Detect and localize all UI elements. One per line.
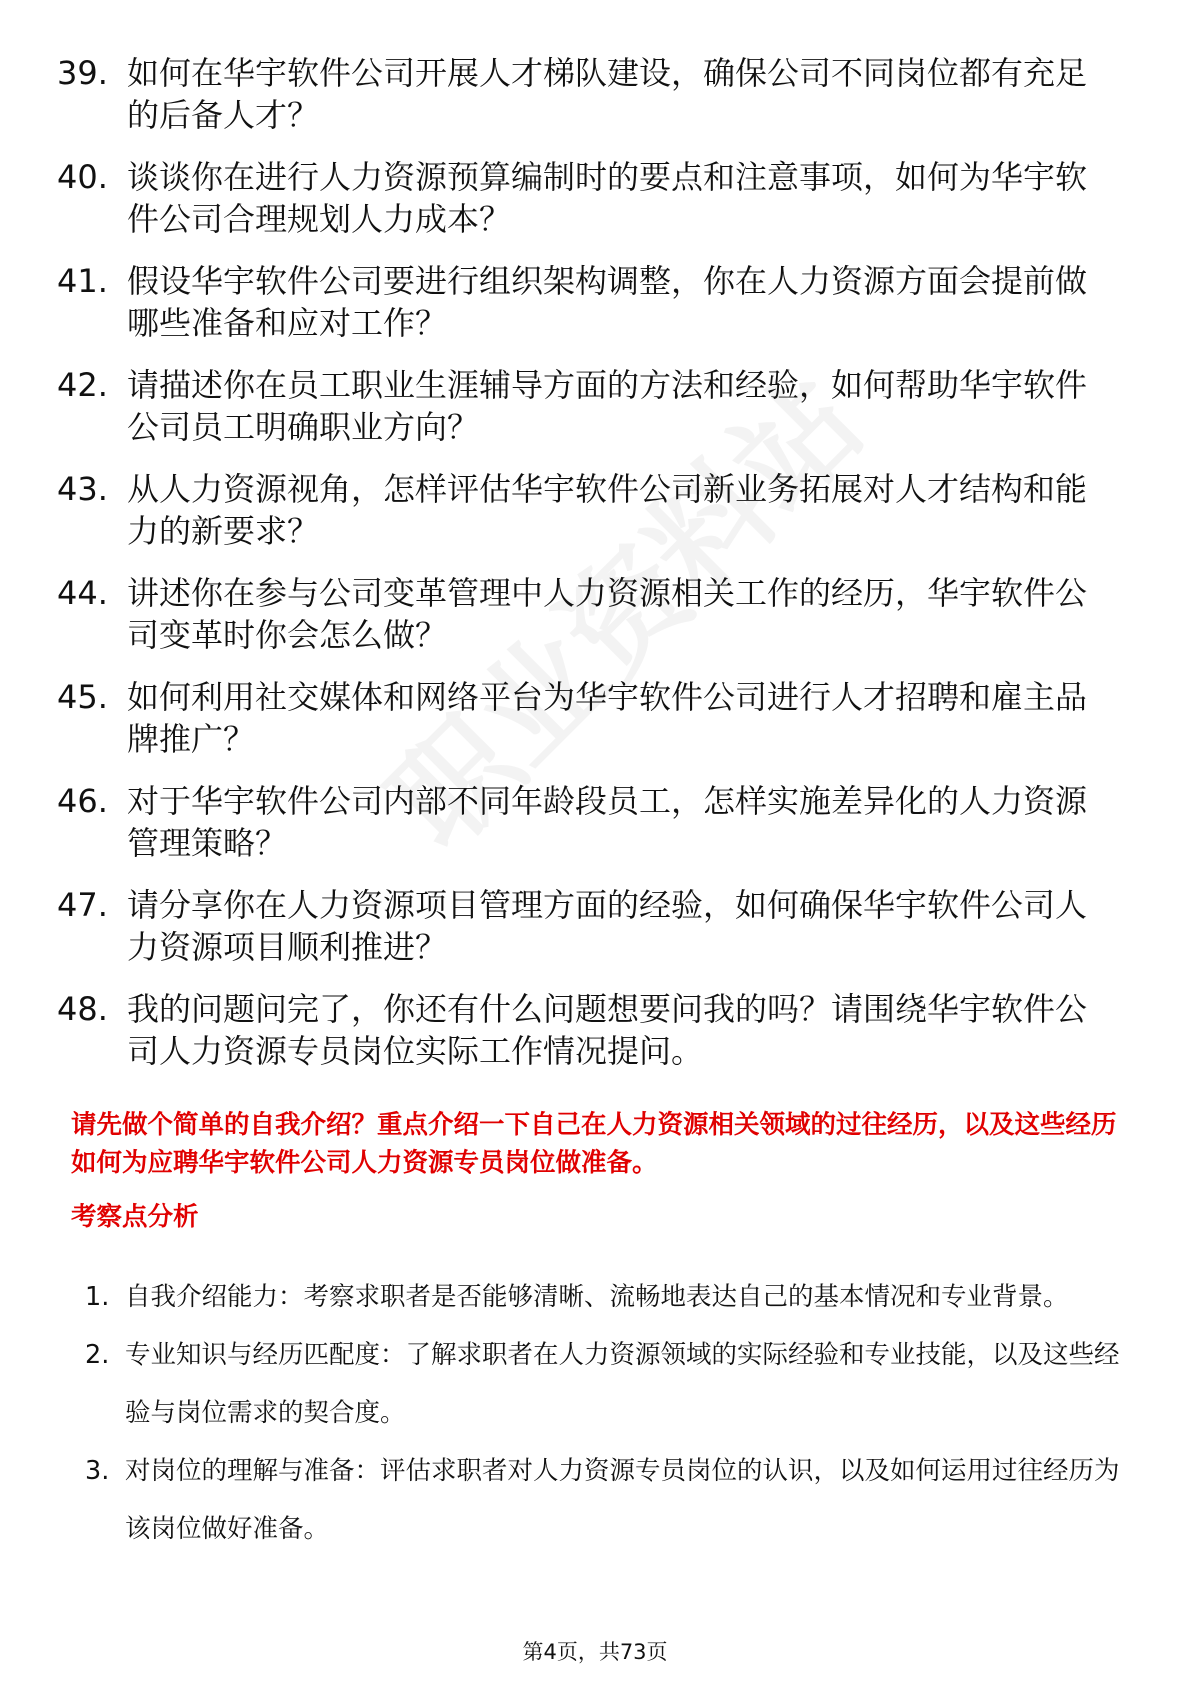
analysis-item xyxy=(85,1268,1125,1326)
question-text: 如何在华宇软件公司开展人才梯队建设，确保公司不同岗位都有充足的后备人才？ xyxy=(127,54,1088,134)
analysis-number: 3. xyxy=(85,1456,110,1486)
question-text: 请分享你在人力资源项目管理方面的经验，如何确保华宇软件公司人力资源项目顺利推进？ xyxy=(127,886,1088,966)
question-number: 45. xyxy=(57,678,108,716)
page-footer: 第4页，共73页 xyxy=(522,1640,668,1664)
question-number: 44. xyxy=(57,574,108,612)
analysis-number: 2. xyxy=(85,1340,110,1370)
analysis-number: 1. xyxy=(85,1282,110,1312)
question-number: 41. xyxy=(57,262,108,300)
highlight-question: 请先做个简单的自我介绍？重点介绍一下自己在人力资源相关领域的过往经历，以及这些经历如何为应聘华宇软件公司人力资源专员岗位做准备。 xyxy=(71,1110,1117,1178)
question-text: 谈谈你在进行人力资源预算编制时的要点和注意事项，如何为华宇软件公司合理规划人力成本？ xyxy=(127,158,1088,238)
analysis-item xyxy=(85,1326,1125,1442)
question-number: 42. xyxy=(57,366,108,404)
question-number: 43. xyxy=(57,470,108,508)
section-title: 考察点分析 xyxy=(71,1202,199,1232)
analysis-text: 对岗位的理解与准备：评估求职者对人力资源专员岗位的认识，以及如何运用过往经历为该岗位做好准备。 xyxy=(125,1456,1120,1544)
question-text: 如何利用社交媒体和网络平台为华宇软件公司进行人才招聘和雇主品牌推广？ xyxy=(127,678,1088,758)
question-item xyxy=(57,156,1117,240)
question-text: 我的问题问完了，你还有什么问题想要问我的吗？请围绕华宇软件公司人力资源专员岗位实际工作情况提问。 xyxy=(127,990,1088,1070)
question-item xyxy=(57,780,1117,864)
question-item xyxy=(57,52,1117,136)
question-number: 48. xyxy=(57,990,108,1028)
question-item xyxy=(57,988,1117,1072)
analysis-text: 专业知识与经历匹配度：了解求职者在人力资源领域的实际经验和专业技能，以及这些经验与岗位需求的契合度。 xyxy=(125,1340,1120,1428)
question-item xyxy=(57,572,1117,656)
question-text: 对于华宇软件公司内部不同年龄段员工，怎样实施差异化的人力资源管理策略？ xyxy=(127,782,1088,862)
question-number: 47. xyxy=(57,886,108,924)
analysis-list xyxy=(85,1268,1125,1558)
analysis-item xyxy=(85,1442,1125,1558)
question-item xyxy=(57,364,1117,448)
question-text: 讲述你在参与公司变革管理中人力资源相关工作的经历，华宇软件公司变革时你会怎么做？ xyxy=(127,574,1088,654)
question-text: 从人力资源视角，怎样评估华宇软件公司新业务拓展对人才结构和能力的新要求？ xyxy=(127,470,1088,550)
question-text: 假设华宇软件公司要进行组织架构调整，你在人力资源方面会提前做哪些准备和应对工作？ xyxy=(127,262,1088,342)
question-item xyxy=(57,260,1117,344)
question-item xyxy=(57,468,1117,552)
analysis-text: 自我介绍能力：考察求职者是否能够清晰、流畅地表达自己的基本情况和专业背景。 xyxy=(125,1282,1069,1312)
question-number: 39. xyxy=(57,54,108,92)
question-text: 请描述你在员工职业生涯辅导方面的方法和经验，如何帮助华宇软件公司员工明确职业方向？ xyxy=(127,366,1088,446)
question-list xyxy=(57,52,1117,1092)
question-number: 40. xyxy=(57,158,108,196)
question-item xyxy=(57,884,1117,968)
question-number: 46. xyxy=(57,782,108,820)
question-item xyxy=(57,676,1117,760)
